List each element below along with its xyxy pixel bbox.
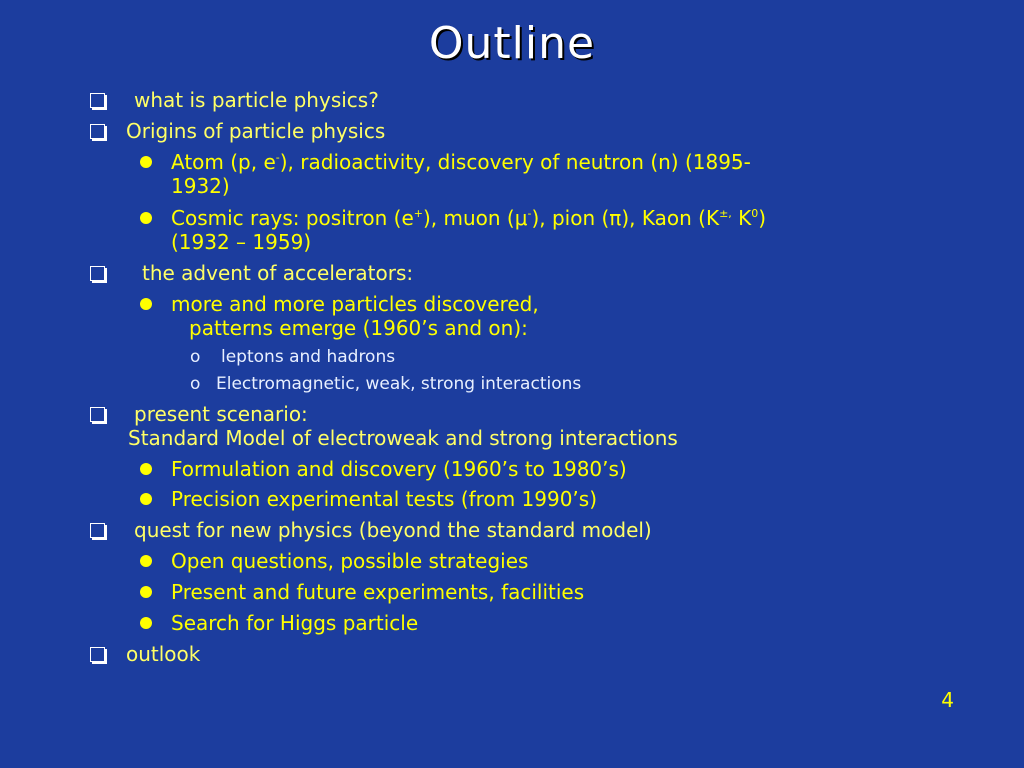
page-number: 4 <box>941 688 954 712</box>
round-bullet-icon <box>140 586 152 598</box>
round-bullet-icon <box>140 617 152 629</box>
round-bullet-icon <box>140 298 152 310</box>
square-bullet-icon <box>90 266 105 281</box>
item-text: Precision experimental tests (from 1990’s) <box>171 487 598 511</box>
subitem-atom-continued: 1932) <box>171 174 230 198</box>
item-text: Present and future experiments, facilities <box>171 580 585 604</box>
item-text: Electromagnetic, weak, strong interactions <box>216 374 582 394</box>
round-bullet-icon <box>140 493 152 505</box>
round-bullet-icon <box>140 555 152 567</box>
subitem-cosmic-rays-continued: (1932 – 1959) <box>171 230 312 254</box>
square-bullet-icon <box>90 407 105 422</box>
outline-item-present-scenario-continued: Standard Model of electroweak and strong interactions <box>128 426 678 450</box>
circle-bullet-icon: o <box>190 374 201 394</box>
item-text: leptons and hadrons <box>221 347 396 367</box>
square-bullet-icon <box>90 647 105 662</box>
item-text: present scenario: <box>134 402 308 426</box>
subitem-more-particles-continued: patterns emerge (1960’s and on): <box>189 316 528 340</box>
round-bullet-icon <box>140 463 152 475</box>
item-text: Open questions, possible strategies <box>171 549 529 573</box>
square-bullet-icon <box>90 124 105 139</box>
item-text: quest for new physics (beyond the standard model) <box>134 518 652 542</box>
item-text: more and more particles discovered, <box>171 292 539 316</box>
slide-title: Outline <box>428 18 596 69</box>
item-text: Formulation and discovery (1960’s to 1980’s) <box>171 457 627 481</box>
square-bullet-icon <box>90 93 105 108</box>
circle-bullet-icon: o <box>190 347 201 367</box>
square-bullet-icon <box>90 523 105 538</box>
item-text: the advent of accelerators: <box>142 261 414 285</box>
item-text: what is particle physics? <box>134 88 379 112</box>
item-text: Cosmic rays: positron (e+), muon (μ-), pion (π), Kaon (K±, $K^0$) <box>171 206 767 230</box>
item-text: Origins of particle physics <box>126 119 386 143</box>
item-text: Search for Higgs particle <box>171 611 419 635</box>
round-bullet-icon <box>140 156 152 168</box>
item-text: outlook <box>126 642 201 666</box>
item-text: Atom (p, e-), radioactivity, discovery of neutron (n) (1895- <box>171 150 751 174</box>
round-bullet-icon <box>140 212 152 224</box>
